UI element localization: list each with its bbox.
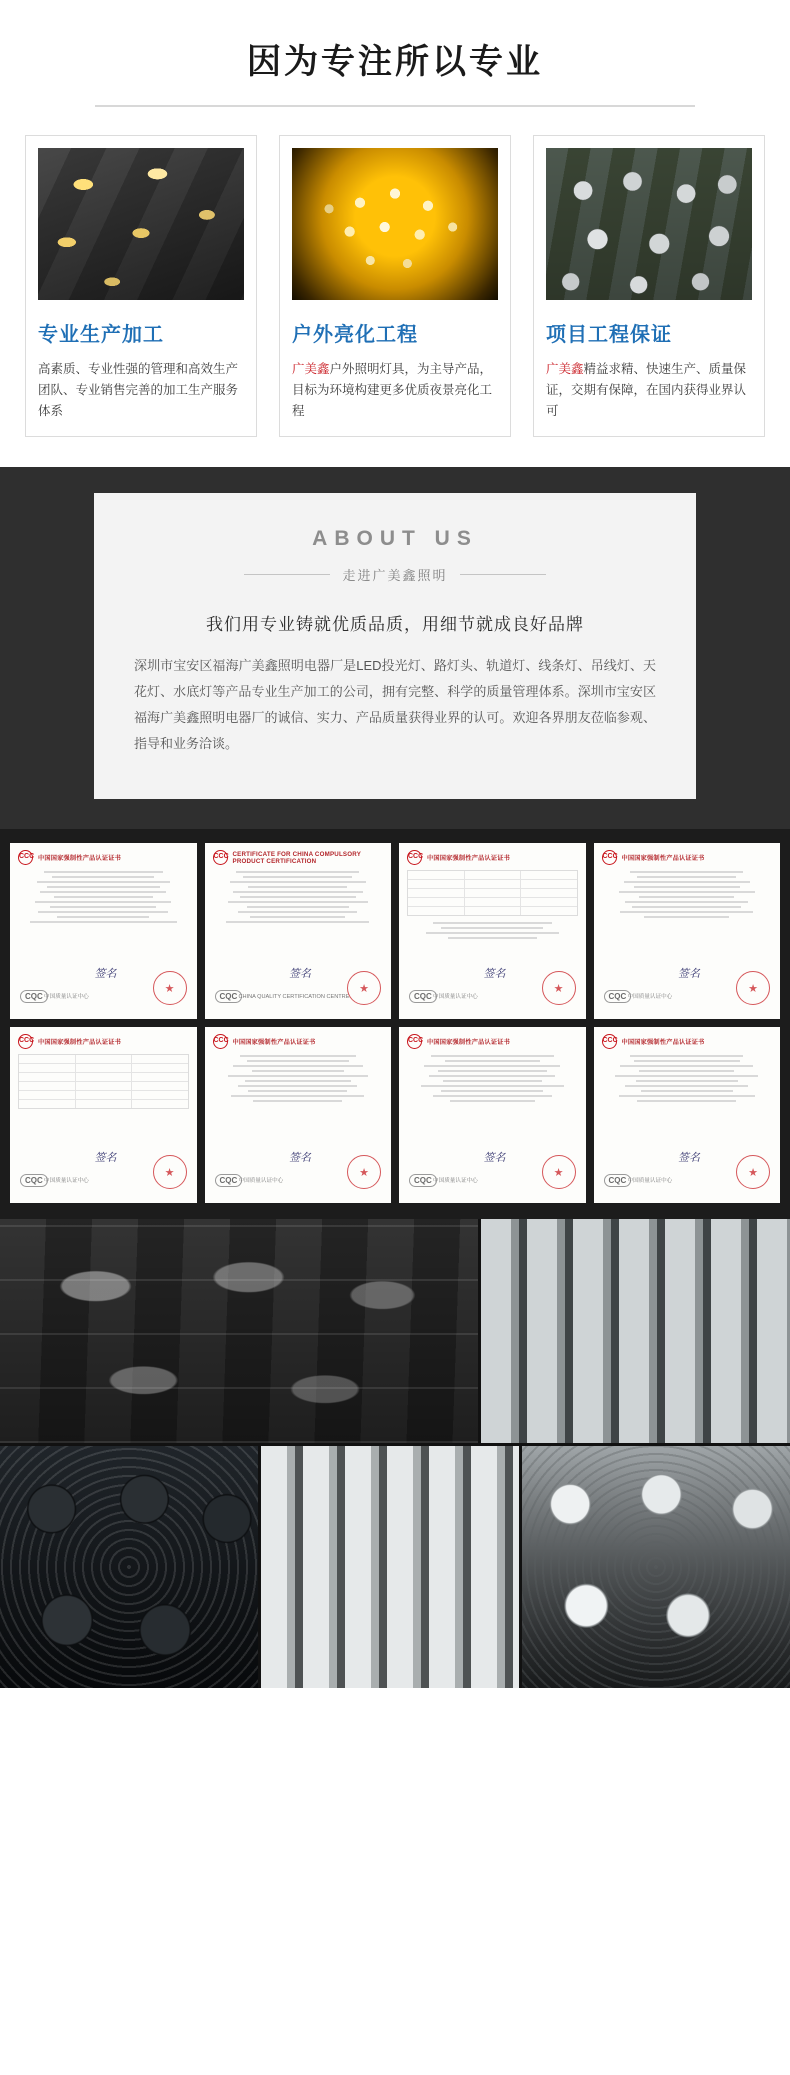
certificate-body-lines bbox=[602, 1055, 773, 1102]
black-ring-lamps-photo bbox=[0, 1446, 258, 1688]
certificate-body-lines bbox=[213, 871, 384, 923]
factory-gallery-section bbox=[0, 1219, 790, 1688]
about-subtitle-row bbox=[134, 565, 656, 584]
certificate-header bbox=[602, 1034, 773, 1049]
certificate-item bbox=[205, 843, 392, 1019]
signature-mark: 签名 bbox=[288, 968, 311, 980]
certificate-body-lines bbox=[602, 871, 773, 918]
certificate-title: 中国国家强制性产品认证证书 bbox=[621, 1039, 705, 1046]
certificate-title: 中国国家强制性产品认证证书 bbox=[427, 1039, 511, 1046]
official-seal-icon bbox=[153, 1155, 187, 1189]
features-section bbox=[0, 0, 790, 467]
downlight-production-photo bbox=[546, 148, 752, 300]
certificate-item bbox=[399, 843, 586, 1019]
certificate-title: 中国国家强制性产品认证证书 bbox=[38, 855, 122, 862]
title-divider bbox=[95, 105, 695, 107]
official-seal-icon bbox=[736, 1155, 770, 1189]
brand-highlight: 广美鑫 bbox=[292, 362, 330, 376]
about-section bbox=[0, 467, 790, 829]
floodlight-shelving-photo bbox=[0, 1219, 478, 1443]
certificate-footer: 中国质量认证中心 bbox=[238, 1178, 284, 1184]
certificate-footer: 中国质量认证中心 bbox=[627, 994, 673, 1000]
feature-card bbox=[25, 135, 257, 437]
certificate-title: 中国国家强制性产品认证证书 bbox=[232, 1039, 316, 1046]
cqc-logo: CQC bbox=[20, 1174, 48, 1187]
certificate-header bbox=[407, 850, 578, 865]
certificate-grid bbox=[10, 843, 780, 1203]
certificate-footer: 中国质量认证中心 bbox=[44, 1178, 89, 1184]
amber-led-lamp-photo bbox=[292, 148, 498, 300]
certificate-table bbox=[407, 870, 578, 916]
about-subtitle: 走进广美鑫照明 bbox=[342, 568, 448, 583]
official-seal-icon bbox=[542, 971, 576, 1005]
feature-card bbox=[279, 135, 511, 437]
cqc-logo: CQC bbox=[604, 990, 632, 1003]
certificate-header bbox=[213, 1034, 384, 1049]
certificate-header bbox=[18, 1034, 189, 1049]
signature-mark: 签名 bbox=[94, 1152, 117, 1164]
ccc-badge-icon: CCC bbox=[602, 850, 617, 865]
certificate-title: CERTIFICATE FOR CHINA COMPULSORY PRODUCT CERTIFICATION bbox=[232, 850, 361, 865]
certificate-header bbox=[602, 850, 773, 865]
signature-mark: 签名 bbox=[483, 1152, 506, 1164]
divider-right bbox=[460, 574, 546, 575]
ccc-badge-icon: CCC bbox=[602, 1034, 617, 1049]
feature-card-title: 专业生产加工 bbox=[38, 324, 164, 346]
certificate-item bbox=[594, 843, 781, 1019]
certificate-item bbox=[10, 843, 197, 1019]
certificate-footer: 中国质量认证中心 bbox=[433, 994, 478, 1000]
cqc-logo: CQC bbox=[409, 1174, 437, 1187]
certificate-footer: 中国质量认证中心 bbox=[433, 1178, 478, 1184]
certificate-body-lines bbox=[18, 871, 189, 923]
official-seal-icon bbox=[347, 1155, 381, 1189]
official-seal-icon bbox=[347, 971, 381, 1005]
cqc-logo: CQC bbox=[604, 1174, 632, 1187]
ccc-badge-icon: CCC bbox=[213, 1034, 228, 1049]
ccc-badge-icon: CCC bbox=[407, 1034, 422, 1049]
signature-mark: 签名 bbox=[94, 968, 117, 980]
page-title: 因为专注所以专业 bbox=[247, 43, 543, 81]
feature-card-body bbox=[546, 359, 752, 422]
certificates-section bbox=[0, 829, 790, 1219]
about-paragraph: 深圳市宝安区福海广美鑫照明电器厂是LED投光灯、路灯头、轨道灯、线条灯、吊线灯、天花灯、水底灯等产品专业生产加工的公司，拥有完整、科学的质量管理体系。深圳市宝安区福海广美鑫照明电器厂的诚信、实力、产品质量获得业界的认可。欢迎各界朋友莅临参观、指导和业务洽谈。 bbox=[134, 658, 656, 751]
certificate-body-lines bbox=[213, 1055, 384, 1102]
certificate-table bbox=[18, 1054, 189, 1109]
cqc-logo: CQC bbox=[409, 990, 437, 1003]
about-card bbox=[94, 493, 696, 799]
certificate-item bbox=[10, 1027, 197, 1203]
cqc-logo: CQC bbox=[20, 990, 48, 1003]
brand-highlight: 广美鑫 bbox=[546, 362, 584, 376]
feature-card bbox=[533, 135, 765, 437]
ccc-badge-icon: CCC bbox=[407, 850, 422, 865]
about-lead: 我们用专业铸就优质品质，用细节就成良好品牌 bbox=[206, 615, 584, 634]
certificate-title: 中国国家强制性产品认证证书 bbox=[427, 855, 511, 862]
feature-card-body bbox=[292, 359, 498, 422]
ccc-badge-icon: CCC bbox=[213, 850, 228, 865]
certificate-header bbox=[407, 1034, 578, 1049]
signature-mark: 签名 bbox=[677, 1152, 700, 1164]
certificate-body-lines bbox=[407, 922, 578, 939]
about-en-title: ABOUT US bbox=[312, 527, 478, 550]
feature-card-body: 高素质、专业性强的管理和高效生产团队、专业销售完善的加工生产服务体系 bbox=[38, 362, 239, 418]
official-seal-icon bbox=[153, 971, 187, 1005]
certificate-item bbox=[399, 1027, 586, 1203]
gallery-row-top bbox=[0, 1219, 790, 1443]
feature-card-title: 项目工程保证 bbox=[546, 324, 672, 346]
certificate-title: 中国国家强制性产品认证证书 bbox=[38, 1039, 122, 1046]
certificate-footer: CHINA QUALITY CERTIFICATION CENTRE bbox=[238, 994, 350, 1000]
downlight-tubes-photo bbox=[481, 1219, 790, 1443]
white-cylinder-lamps-photo bbox=[261, 1446, 519, 1688]
certificate-footer: 中国质量认证中心 bbox=[627, 1178, 673, 1184]
signature-mark: 签名 bbox=[288, 1152, 311, 1164]
certificate-footer: 中国质量认证中心 bbox=[44, 994, 89, 1000]
signature-mark: 签名 bbox=[483, 968, 506, 980]
certificate-body-lines bbox=[407, 1055, 578, 1102]
floodlight-array-photo bbox=[38, 148, 244, 300]
certificate-header bbox=[213, 850, 384, 865]
ccc-badge-icon: CCC bbox=[18, 850, 33, 865]
certificate-title: 中国国家强制性产品认证证书 bbox=[621, 855, 705, 862]
feature-card-body-text: 户外照明灯具，为主导产品，目标为环境构建更多优质夜景亮化工程 bbox=[292, 362, 493, 418]
cqc-logo: CQC bbox=[215, 990, 243, 1003]
feature-card-body-text: 精益求精、快速生产、质量保证，交期有保障，在国内获得业界认可 bbox=[546, 362, 747, 418]
certificate-header bbox=[18, 850, 189, 865]
certificate-item bbox=[205, 1027, 392, 1203]
silver-led-modules-photo bbox=[522, 1446, 790, 1688]
official-seal-icon bbox=[736, 971, 770, 1005]
certificate-item bbox=[594, 1027, 781, 1203]
feature-card-list bbox=[25, 135, 765, 437]
gallery-row-bottom bbox=[0, 1446, 790, 1688]
feature-card-title: 户外亮化工程 bbox=[292, 324, 418, 346]
divider-left bbox=[244, 574, 330, 575]
cqc-logo: CQC bbox=[215, 1174, 243, 1187]
official-seal-icon bbox=[542, 1155, 576, 1189]
signature-mark: 签名 bbox=[677, 968, 700, 980]
ccc-badge-icon: CCC bbox=[18, 1034, 33, 1049]
